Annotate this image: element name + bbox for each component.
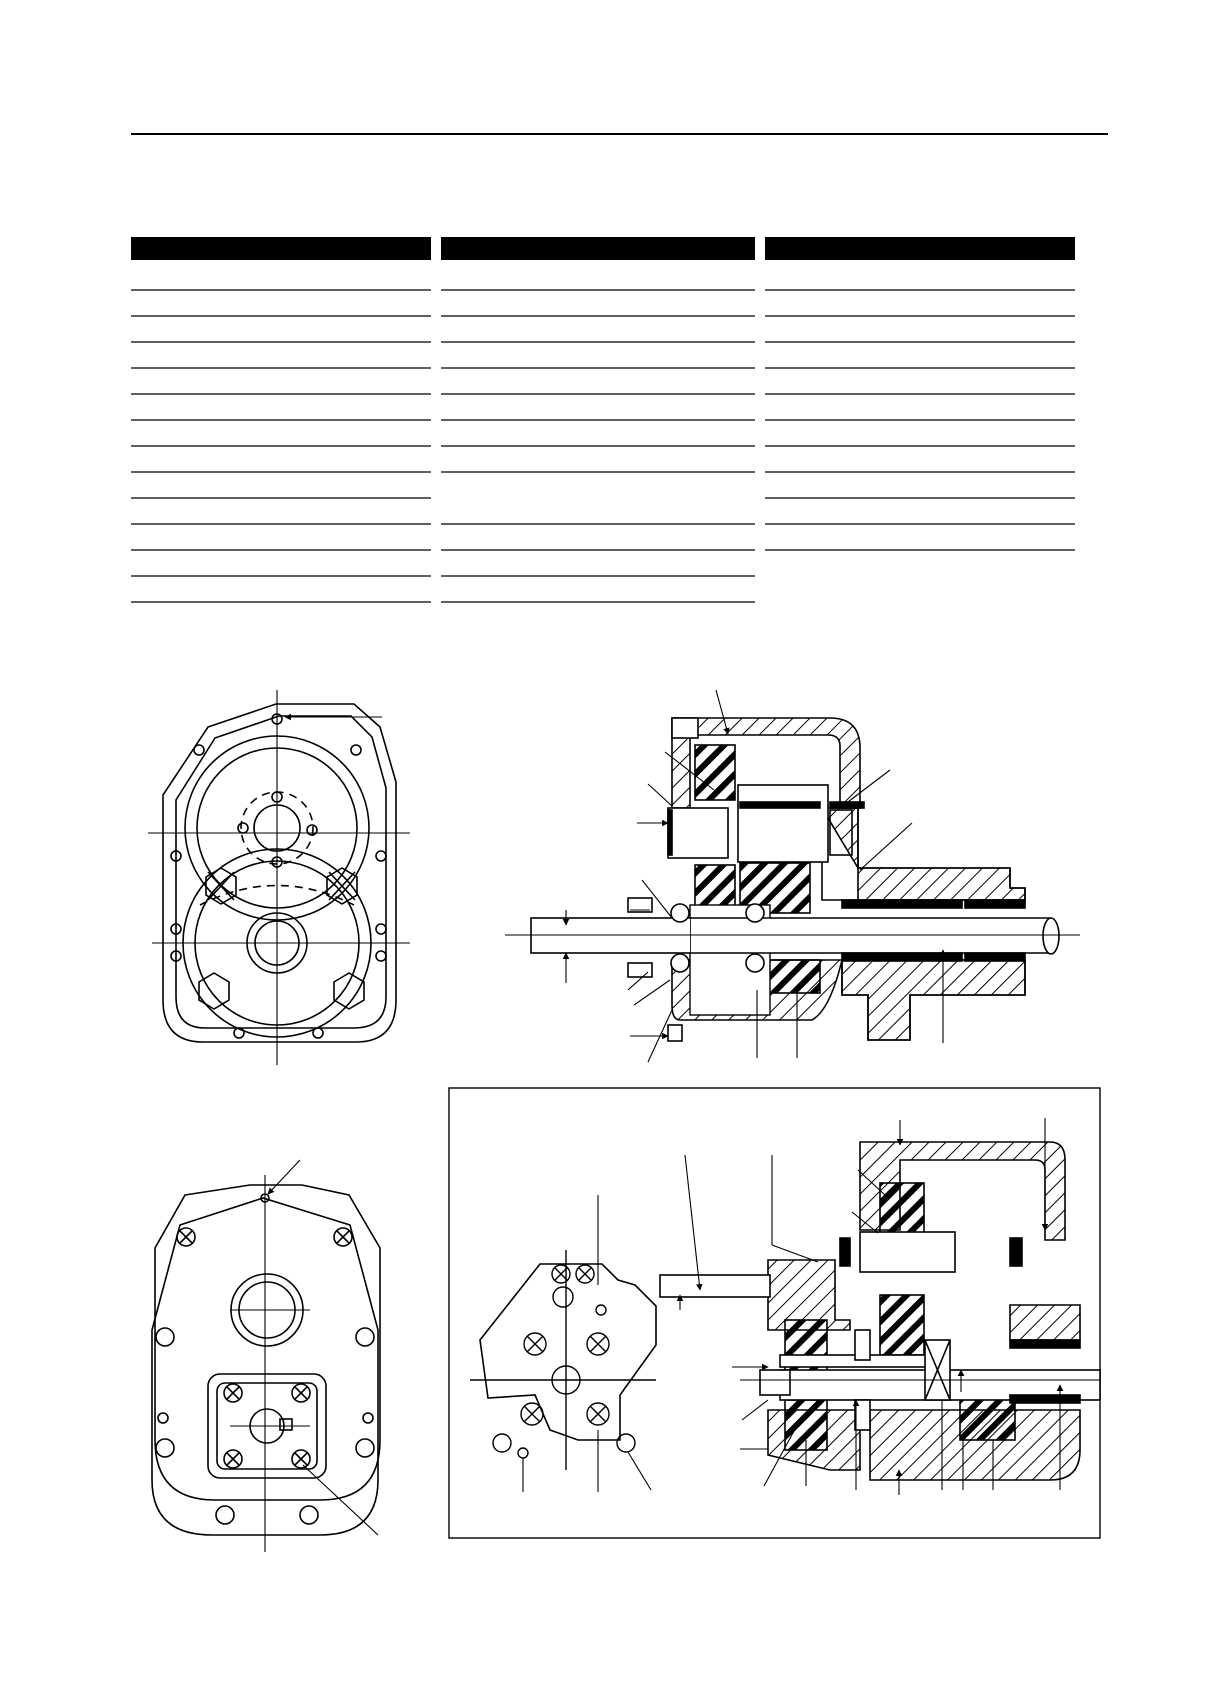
rear-cover-view: [152, 1160, 380, 1552]
table-header: [765, 237, 1075, 260]
table-header: [131, 237, 431, 260]
table-header: [441, 237, 755, 260]
parts-table-middle: [441, 237, 755, 602]
front-cover-view: [148, 690, 410, 1065]
cover-bolt-hexes: [199, 868, 364, 1009]
parts-table-right: [765, 237, 1075, 550]
boxed-assembly-section: [449, 1088, 1100, 1538]
upper-gear: [695, 745, 735, 800]
gear-pump-section: [505, 690, 1080, 1062]
parts-table-left: [131, 237, 431, 602]
cover-screw-holes: [171, 714, 386, 1038]
